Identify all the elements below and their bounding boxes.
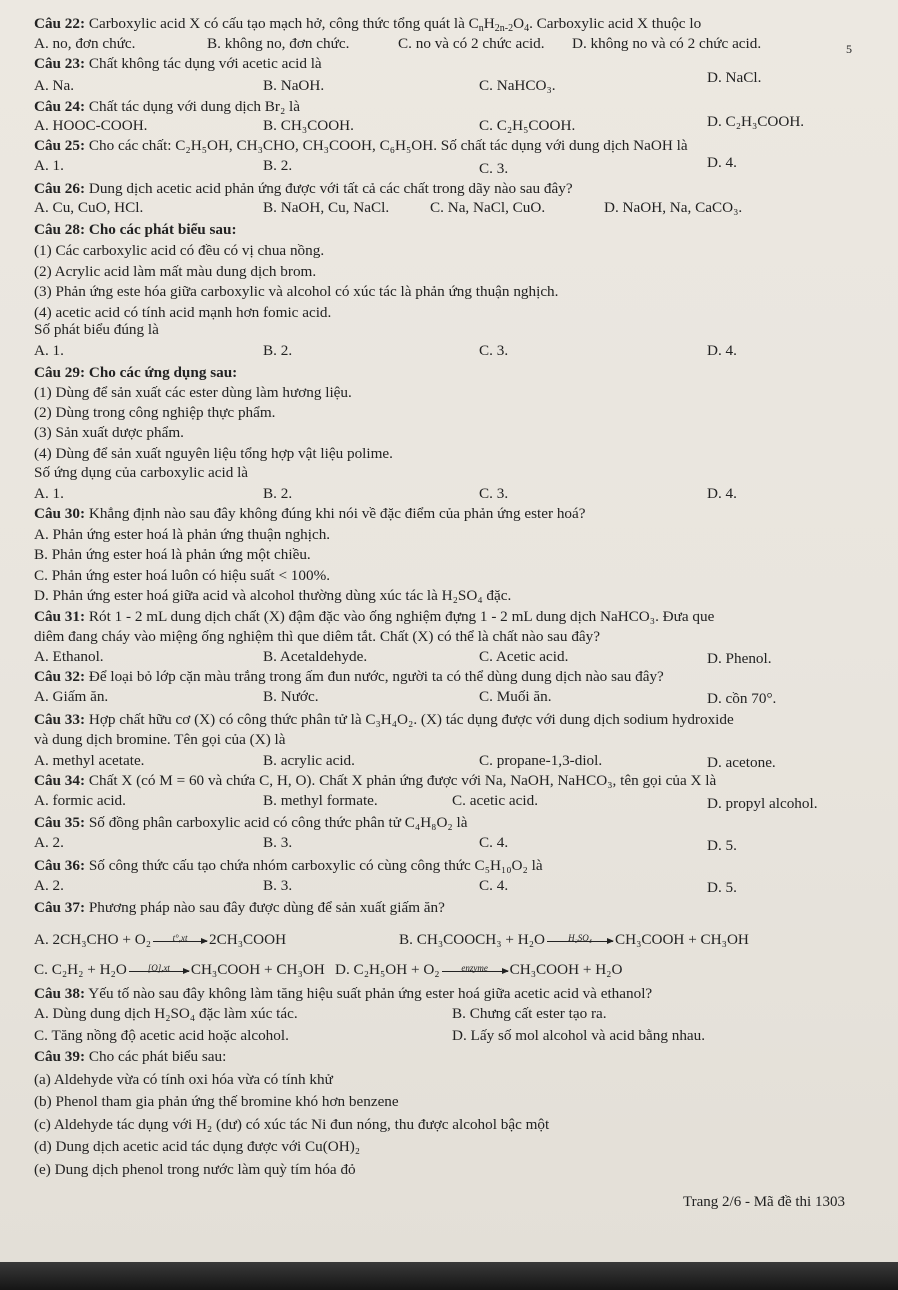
q37-text: Phương pháp nào sau đây được dùng để sản xuất giấm ăn? [85,899,445,916]
q25-option-c[interactable]: C. 3. [479,160,509,177]
q33-option-c[interactable]: C. propane-1,3-diol. [479,752,603,769]
q23-option-c[interactable]: C. NaHCO₃. [479,77,556,94]
q29-statement-3: (3) Sản xuất dược phẩm. [34,424,184,441]
q29-statement-2: (2) Dùng trong công nghiệp thực phẩm. [34,404,276,421]
q37-option-c[interactable] [34,961,325,979]
q31-option-b[interactable]: B. Acetaldehyde. [263,648,368,665]
q38-option-d[interactable]: D. Lấy số mol alcohol và acid bằng nhau. [452,1027,706,1044]
q37-c-reactants: C. C₂H₂ + H₂O [34,961,127,978]
q26-option-b[interactable]: B. NaOH, Cu, NaCl. [263,199,390,216]
arrow-right-icon [129,971,189,972]
q29-statement-1: (1) Dùng để sản xuất các ester dùng làm hương liệu. [34,384,352,401]
q35-number: Câu 35: [34,814,86,831]
q31-stem [34,608,714,626]
q31-option-d[interactable]: D. Phenol. [707,650,772,667]
q30-option-b[interactable]: B. Phản ứng ester hoá là phản ứng một chiều. [34,546,311,563]
page-edge-marks [836,14,896,124]
q22-h: H [483,15,495,32]
q23-text: Chất không tác dụng với acetic acid là [85,55,322,72]
q37-c-condition: [O],xt [147,963,170,974]
q26-option-d[interactable]: D. NaOH, Na, CaCO₃. [604,199,743,216]
q31-number: Câu 31: [34,608,86,625]
q28-option-a[interactable]: A. 1. [34,342,64,359]
q30-option-d[interactable]: D. Phản ứng ester hoá giữa acid và alcohol thường dùng xúc tác là H₂SO₄ đặc. [34,587,512,604]
q37-d-arrow [442,963,508,974]
q33-number: Câu 33: [34,711,86,728]
q35-stem [34,814,467,832]
q37-b-arrow [547,933,613,944]
q28-statement-3: (3) Phản ứng este hóa giữa carboxylic và alcohol có xúc tác là phản ứng thuận nghịch. [34,283,559,300]
q35-text: Số đồng phân carboxylic acid có công thức phân tử C₄H₈O₂ là [85,814,468,831]
q34-text: Chất X (có M = 60 và chứa C, H, O). Chất X phản ứng được với Na, NaOH, NaHCO₃, tên gọi của X là [85,772,717,789]
q29-option-c[interactable]: C. 3. [479,485,509,502]
q28-stem: Câu 28: Cho các phát biểu sau: [34,221,237,238]
q37-stem [34,899,445,917]
q30-stem [34,505,586,523]
q37-c-products: CH₃COOH + CH₃OH [190,961,325,978]
q29-option-d[interactable]: D. 4. [707,485,737,502]
q38-text: Yếu tố nào sau đây không làm tăng hiệu suất phản ứng ester hoá giữa acetic acid và ethanol? [85,985,653,1002]
q23-option-d[interactable]: D. NaCl. [707,69,762,86]
q36-stem [34,857,543,875]
q23-stem [34,55,322,73]
q26-text: Dung dịch acetic acid phản ứng được với tất cả các chất trong dãy nào sau đây? [85,180,573,197]
q38-option-b[interactable]: B. Chưng cất ester tạo ra. [452,1005,607,1022]
q25-option-d[interactable]: D. 4. [707,154,737,171]
arrow-right-icon [442,971,508,972]
q24-number: Câu 24: [34,98,86,115]
q24-option-b[interactable]: B. CH₃COOH. [263,117,354,134]
q39-statement-d: (d) Dung dịch acetic acid tác dụng được với Cu(OH)₂ [34,1138,361,1155]
page-footer: Trang 2/6 - Mã đề thi 1303 [683,1194,845,1210]
q22-stem [34,15,701,33]
q39-text: Cho các phát biểu sau: [85,1048,227,1065]
q26-option-c[interactable]: C. Na, NaCl, CuO. [430,199,546,216]
q25-number: Câu 25: [34,137,86,154]
q28-statement-2: (2) Acrylic acid làm mất màu dung dịch brom. [34,263,317,280]
q22-option-c[interactable]: C. no và có 2 chức acid. [398,35,545,52]
q36-option-d[interactable]: D. 5. [707,879,737,896]
q37-number: Câu 37: [34,899,86,916]
q23-option-a[interactable]: A. Na. [34,77,75,94]
q24-option-a[interactable]: A. HOOC-COOH. [34,117,148,134]
q33-option-b[interactable]: B. acrylic acid. [263,752,355,769]
q24-option-d[interactable]: D. C₂H₃COOH. [707,113,805,130]
q37-d-condition: enzyme [461,963,488,974]
q39-statement-e: (e) Dung dịch phenol trong nước làm quỳ tím hóa đỏ [34,1161,356,1178]
q34-stem [34,772,716,790]
q32-option-a[interactable]: A. Giấm ăn. [34,688,109,705]
q36-option-a[interactable]: A. 2. [34,877,64,894]
q25-stem [34,137,688,155]
q25-text: Cho các chất: C₂H₅OH, CH₃CHO, CH₃COOH, C₆H₅OH. Số chất tác dụng với dung dịch NaOH là [85,137,688,154]
q31-text: Rót 1 - 2 mL dung dịch chất (X) đậm đặc vào ống nghiệm đựng 1 - 2 mL dung dịch NaHCO₃. Đưa que [85,608,715,625]
q34-number: Câu 34: [34,772,86,789]
q39-number: Câu 39: [34,1048,86,1065]
q34-option-c[interactable]: C. acetic acid. [452,792,539,809]
q24-text: Chất tác dụng với dung dịch Br₂ là [85,98,301,115]
q26-number: Câu 26: [34,180,86,197]
q32-number: Câu 32: [34,668,86,685]
q22-text: Carboxylic acid X có cấu tạo mạch hở, công thức tổng quát là C [85,15,479,32]
q32-option-d[interactable]: D. cồn 70°. [707,690,777,707]
q34-option-a[interactable]: A. formic acid. [34,792,126,809]
q28-question: Số phát biểu đúng là [34,321,159,338]
q22-text-end: . Carboxylic acid X thuộc lo [529,15,702,32]
q36-number: Câu 36: [34,857,86,874]
q39-statement-c: (c) Aldehyde tác dụng với H₂ (dư) có xúc tác Ni đun nóng, thu được alcohol bậc một [34,1116,550,1133]
q29-option-a[interactable]: A. 1. [34,485,64,502]
q30-option-a[interactable]: A. Phản ứng ester hoá là phản ứng thuận nghịch. [34,526,331,543]
q22-option-a[interactable]: A. no, đơn chức. [34,35,136,52]
q29-option-b[interactable]: B. 2. [263,485,293,502]
q28-option-c[interactable]: C. 3. [479,342,509,359]
q28-statement-1: (1) Các carboxylic acid có đều có vị chua nồng. [34,242,325,259]
q31-option-c[interactable]: C. Acetic acid. [479,648,569,665]
q37-a-condition: t°,xt [172,933,188,944]
q22-sub-4: 4 [524,23,530,34]
q31-stem-line2: diêm đang cháy vào miệng ống nghiệm thì que diêm tắt. Chất (X) có thể là chất nào sau đây? [34,628,600,645]
q22-o: O [513,15,525,32]
q24-option-c[interactable]: C. C₂H₅COOH. [479,117,576,134]
q22-option-b[interactable]: B. không no, đơn chức. [207,35,350,52]
q29-question: Số ứng dụng của carboxylic acid là [34,464,249,481]
q22-number: Câu 22: [34,15,86,32]
q35-option-b[interactable]: B. 3. [263,834,293,851]
q26-stem [34,180,573,198]
q25-option-b[interactable]: B. 2. [263,157,293,174]
q37-option-b[interactable] [399,931,749,949]
q37-b-condition: H₂SO₄ [568,933,592,944]
q28-option-d[interactable]: D. 4. [707,342,737,359]
q35-option-c[interactable]: C. 4. [479,834,509,851]
q34-option-d[interactable]: D. propyl alcohol. [707,795,818,812]
q35-option-d[interactable]: D. 5. [707,837,737,854]
q39-statement-a: (a) Aldehyde vừa có tính oxi hóa vừa có tính khử [34,1071,333,1088]
q36-option-b[interactable]: B. 3. [263,877,293,894]
q37-d-products: CH₃COOH + H₂O [509,961,623,978]
q38-option-a[interactable]: A. Dùng dung dịch H₂SO₄ đặc làm xúc tác. [34,1005,298,1022]
q38-option-c[interactable]: C. Tăng nồng độ acetic acid hoặc alcohol. [34,1027,289,1044]
q33-option-a[interactable]: A. methyl acetate. [34,752,145,769]
q33-stem-line2: và dung dịch bromine. Tên gọi của (X) là [34,731,286,748]
q30-number: Câu 30: [34,505,86,522]
q37-a-reactants: A. 2CH₃CHO + O₂ [34,931,152,948]
q26-option-a[interactable]: A. Cu, CuO, HCl. [34,199,144,216]
q37-a-products: 2CH₃COOH [209,931,287,948]
edge-number: 5 [846,42,852,56]
q33-option-d[interactable]: D. acetone. [707,754,776,771]
q33-text: Hợp chất hữu cơ (X) có công thức phân tử là C₃H₄O₂. (X) tác dụng được với dung dịch sodium hydroxide [85,711,734,728]
q39-statement-b: (b) Phenol tham gia phản ứng thế bromine khó hơn benzene [34,1093,399,1110]
q30-option-c[interactable]: C. Phản ứng ester hoá luôn có hiệu suất < 100%. [34,567,331,584]
q39-stem [34,1048,226,1066]
q37-b-products: CH₃COOH + CH₃OH [614,931,749,948]
q32-option-c[interactable]: C. Muối ăn. [479,688,552,705]
q31-option-a[interactable]: A. Ethanol. [34,648,104,665]
q38-number: Câu 38: [34,985,86,1002]
q22-sub-2n2: 2n-2 [494,23,514,34]
arrow-right-icon [153,941,207,942]
arrow-right-icon [547,941,613,942]
q37-option-d[interactable] [335,961,622,979]
q37-a-arrow [153,933,207,944]
q36-option-c[interactable]: C. 4. [479,877,509,894]
q28-option-b[interactable]: B. 2. [263,342,293,359]
q22-sub-n: n [478,23,484,34]
q32-option-b[interactable]: B. Nước. [263,688,319,705]
q32-text: Để loại bỏ lớp cặn màu trắng trong ấm đun nước, người ta có thể dùng dung dịch nào sau đây? [85,668,664,685]
q29-statement-4: (4) Dùng để sản xuất nguyên liệu tổng hợp vật liệu polime. [34,445,393,462]
q36-text: Số công thức cấu tạo chứa nhóm carboxylic có cùng công thức C₅H₁₀O₂ là [85,857,543,874]
q37-d-reactants: D. C₂H₅OH + O₂ [335,961,440,978]
q34-option-b[interactable]: B. methyl formate. [263,792,378,809]
q37-c-arrow [129,963,189,974]
q29-stem: Câu 29: Cho các ứng dụng sau: [34,364,238,381]
q38-stem [34,985,652,1003]
q33-stem [34,711,734,729]
q37-option-a[interactable] [34,931,286,949]
photo-shadow-edge [0,1262,898,1290]
q28-statement-4: (4) acetic acid có tính acid mạnh hơn fomic acid. [34,304,332,321]
q23-option-b[interactable]: B. NaOH. [263,77,325,94]
q32-stem [34,668,664,686]
q25-option-a[interactable]: A. 1. [34,157,64,174]
q30-text: Khẳng định nào sau đây không đúng khi nói về đặc điểm của phản ứng ester hoá? [85,505,586,522]
q22-option-d[interactable]: D. không no và có 2 chức acid. [572,35,762,52]
q23-number: Câu 23: [34,55,86,72]
q35-option-a[interactable]: A. 2. [34,834,64,851]
q24-stem [34,98,300,116]
q37-b-reactants: B. CH₃COOCH₃ + H₂O [399,931,545,948]
